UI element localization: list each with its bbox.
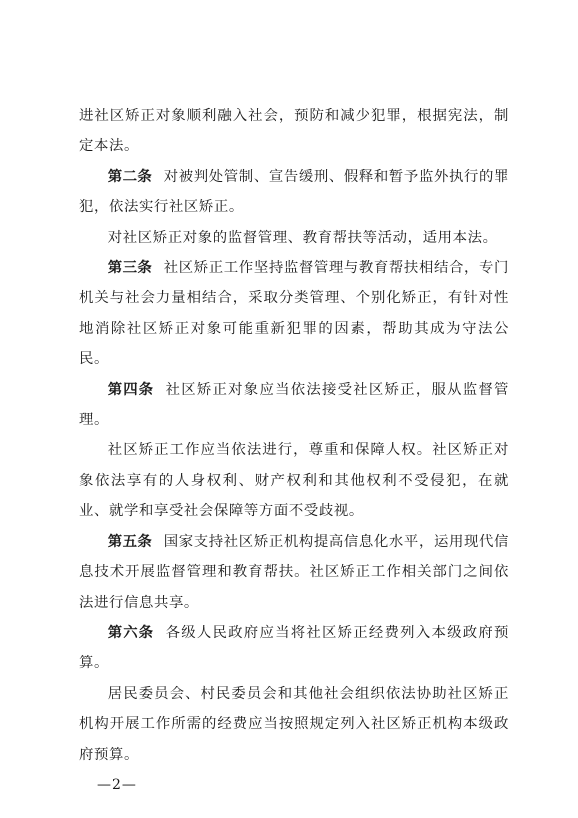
article-label: 第三条 <box>107 260 153 277</box>
article-5 <box>79 527 509 618</box>
article-6-clause <box>79 679 509 770</box>
article-3 <box>79 253 509 375</box>
paragraph-text: 社区矫正工作坚持监督管理与教育帮扶相结合，专门机关与社会力量相结合，采取分类管理、个别化矫正，有针对性地消除社区矫正对象可能重新犯罪的因素，帮助其成为守法公民。 <box>79 260 509 368</box>
paragraph-text: 社区矫正对象应当依法接受社区矫正，服从监督管理。 <box>79 381 509 429</box>
article-label: 第二条 <box>107 168 153 185</box>
paragraph-text: 居民委员会、村民委员会和其他社会组织依法协助社区矫正机构开展工作所需的经费应当按照规定列入社区矫正机构本级政府预算。 <box>79 685 509 763</box>
paragraph-text: 对被判处管制、宣告缓刑、假释和暂予监外执行的罪犯，依法实行社区矫正。 <box>79 168 509 216</box>
paragraph-text: 社区矫正工作应当依法进行，尊重和保障人权。社区矫正对象依法享有的人身权利、财产权利和其他权利不受侵犯，在就业、就学和享受社会保障等方面不受歧视。 <box>79 442 509 520</box>
paragraph-continuation <box>79 101 509 162</box>
paragraph-text: 对社区矫正对象的监督管理、教育帮扶等活动，适用本法。 <box>107 229 498 246</box>
article-label: 第五条 <box>107 533 153 550</box>
article-2 <box>79 162 509 223</box>
article-2-clause <box>79 223 509 253</box>
paragraph-text: 国家支持社区矫正机构提高信息化水平，运用现代信息技术开展监督管理和教育帮扶。社区矫正工作相关部门之间依法进行信息共享。 <box>79 533 509 611</box>
document-body <box>79 101 509 770</box>
paragraph-text: 进社区矫正对象顺利融入社会，预防和减少犯罪，根据宪法，制定本法。 <box>79 108 509 155</box>
article-4 <box>79 375 509 436</box>
article-4-clause <box>79 435 509 526</box>
article-label: 第六条 <box>107 624 155 641</box>
article-label: 第四条 <box>107 381 155 398</box>
page-number: —2— <box>97 777 137 793</box>
paragraph-text: 各级人民政府应当将社区矫正经费列入本级政府预算。 <box>79 624 509 672</box>
article-6 <box>79 618 509 679</box>
